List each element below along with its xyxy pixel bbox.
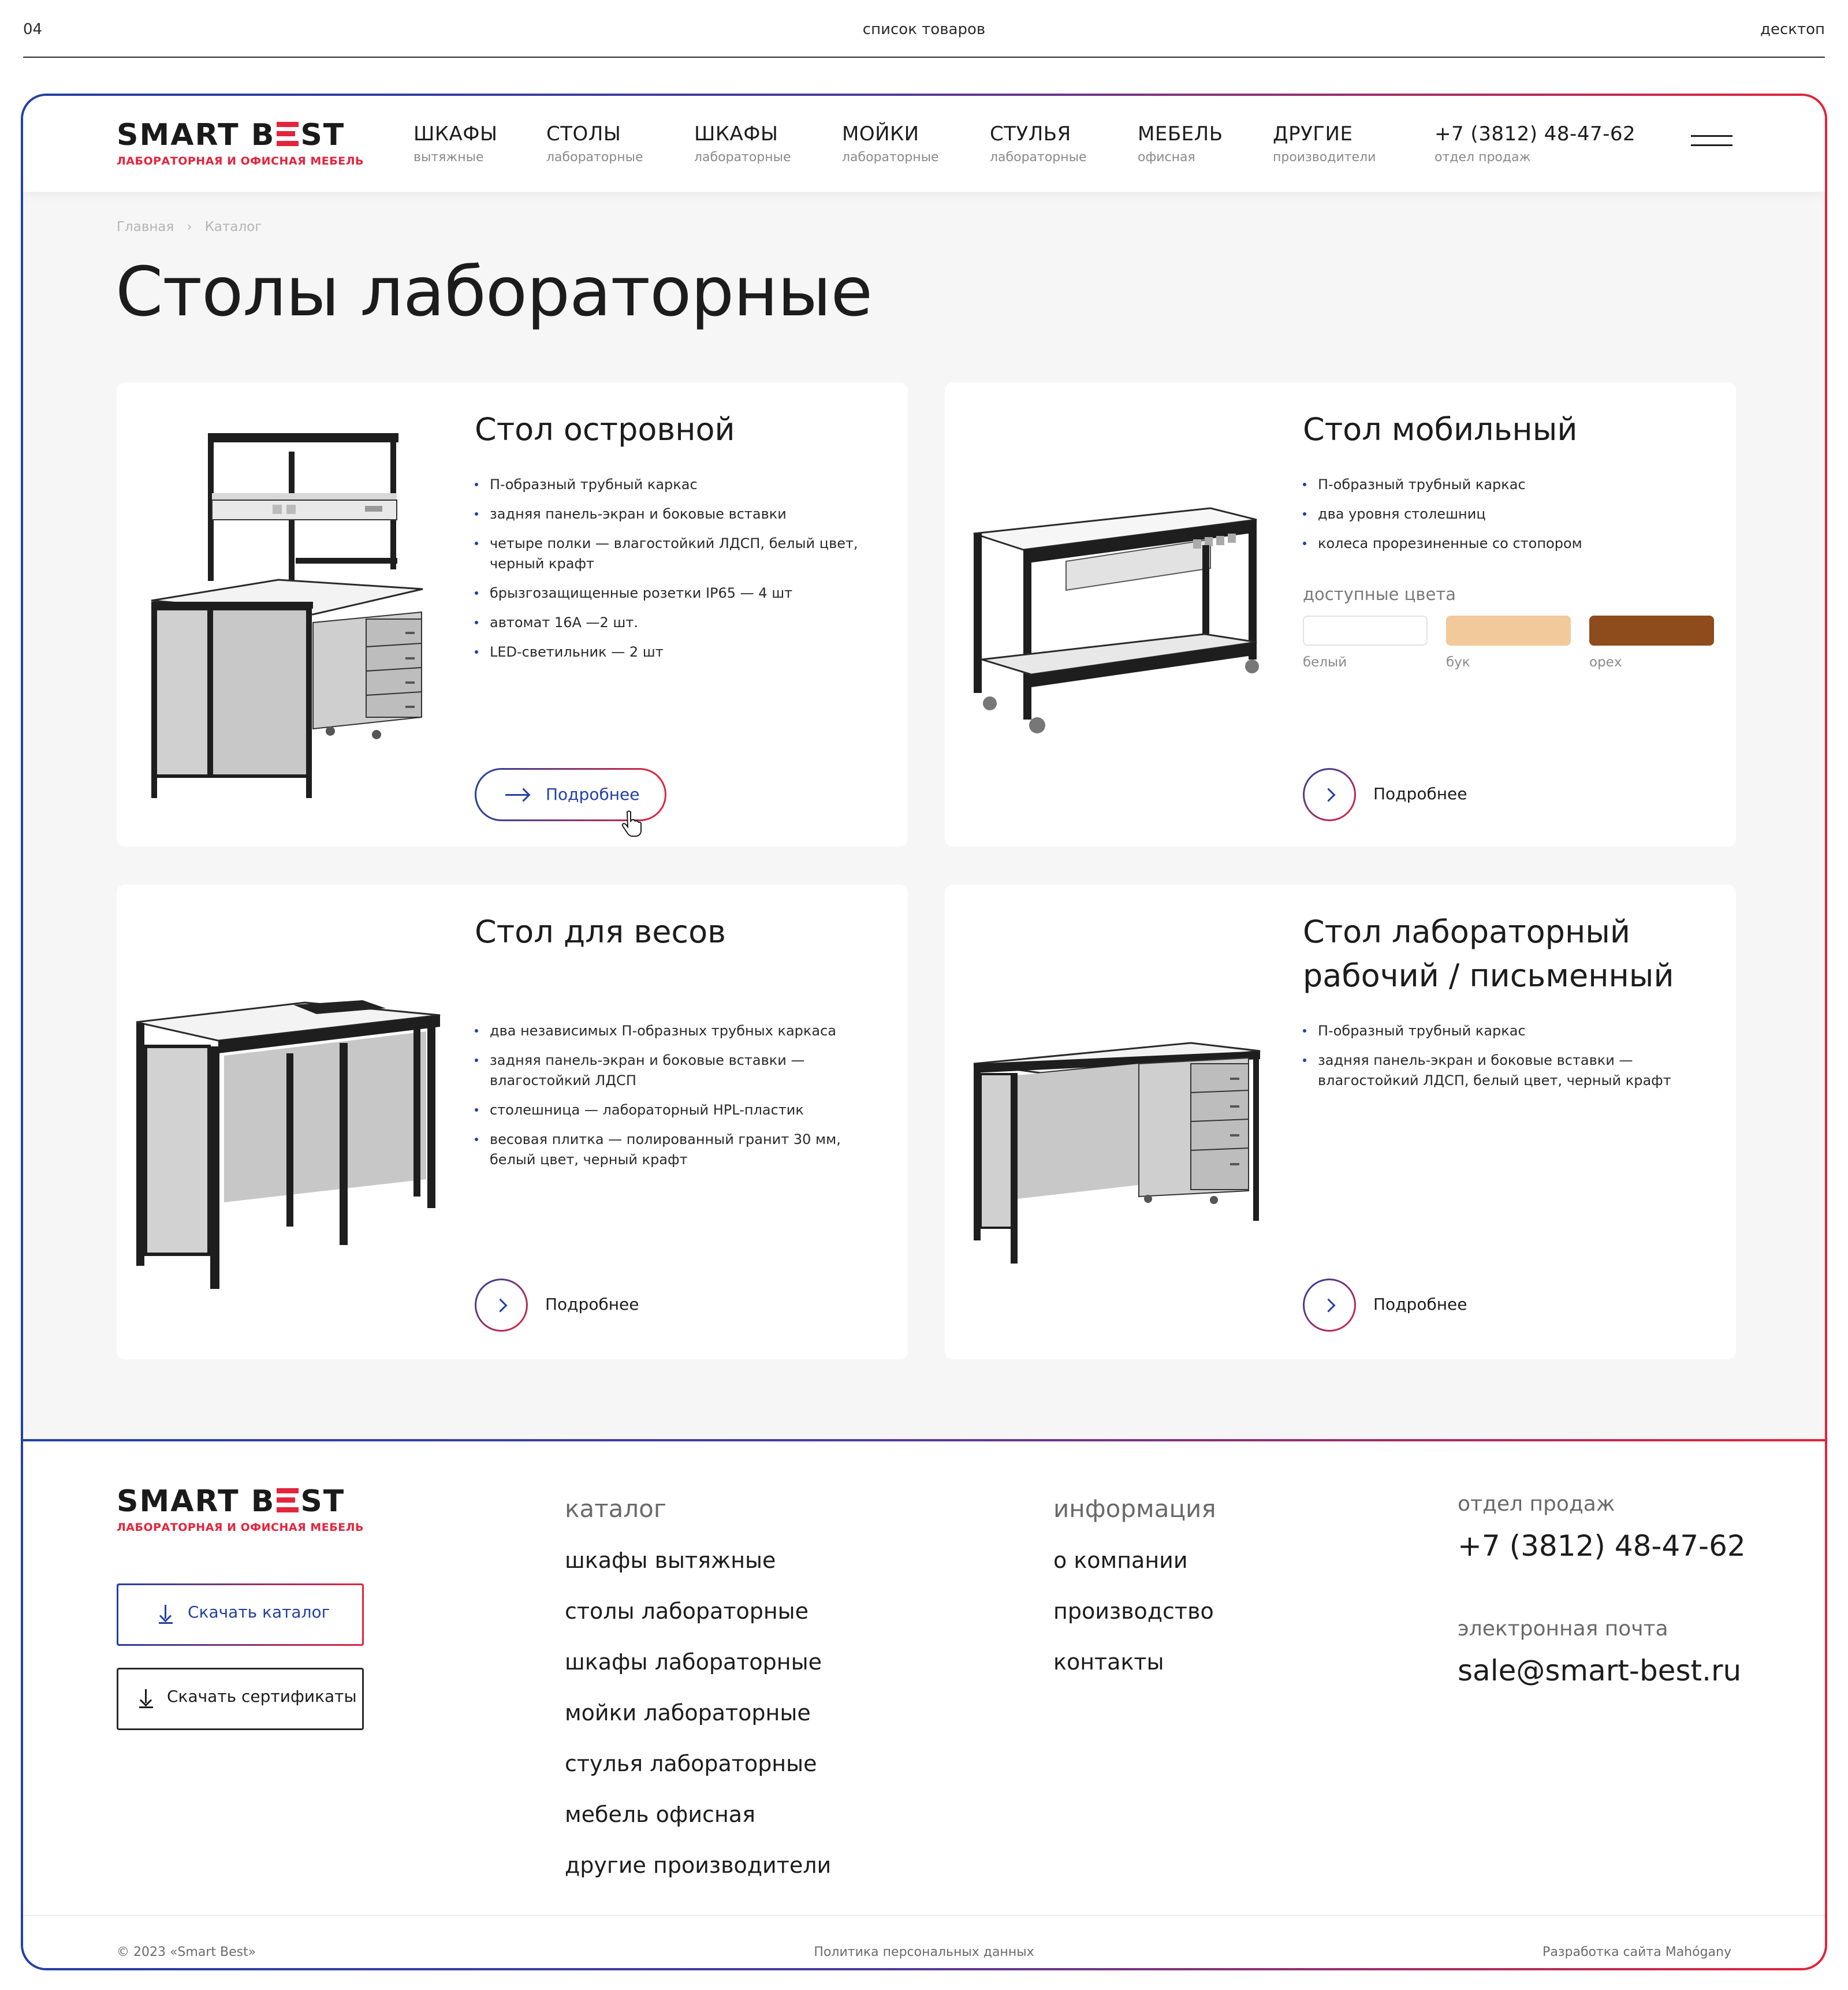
hand-cursor-icon — [620, 810, 643, 837]
header-phone-label: отдел продаж — [1435, 150, 1531, 165]
nav-sub: лабораторные — [990, 150, 1087, 165]
mobile-table-image — [968, 504, 1268, 735]
more-link[interactable] — [1303, 1279, 1511, 1332]
footer-catalog-title: каталог — [565, 1495, 666, 1523]
more-link-label: Подробнее — [1373, 784, 1467, 803]
feature-item: задняя панель-экран и боковые вставки — влагостойкий ЛДСП, белый цвет, черный крафт — [1303, 1050, 1701, 1091]
caption-title: список товаров — [862, 21, 986, 38]
footer-sales-phone[interactable]: +7 (3812) 48-47-62 — [1458, 1529, 1746, 1563]
footer-link-office-furniture[interactable]: мебель офисная — [565, 1802, 755, 1827]
footer-sales-label: отдел продаж — [1458, 1492, 1615, 1516]
nav-title: ДРУГИЕ — [1273, 122, 1353, 146]
nav-title: СТУЛЬЯ — [990, 122, 1071, 146]
feature-item: весовая плитка — полированный гранит 30 мм, белый цвет, черный крафт — [475, 1130, 873, 1170]
nav-sub: лабораторные — [546, 150, 643, 165]
footer-link-lab-sinks[interactable]: мойки лабораторные — [565, 1700, 811, 1726]
logo-e-icon — [277, 122, 299, 146]
more-link-label: Подробнее — [1373, 1295, 1467, 1314]
island-table-image — [140, 428, 440, 798]
nav-item-office-furniture[interactable] — [1138, 122, 1223, 165]
nav-title: СТОЛЫ — [546, 122, 621, 146]
footer-link-lab-tables[interactable]: столы лабораторные — [565, 1598, 809, 1624]
feature-item: П-образный трубный каркас — [475, 475, 873, 495]
product-title — [1303, 910, 1674, 997]
site-header — [23, 96, 1825, 192]
download-icon — [139, 1689, 153, 1709]
footer-link-about[interactable]: о компании — [1053, 1548, 1188, 1573]
download-catalog-button[interactable] — [117, 1583, 364, 1646]
color-name: белый — [1303, 655, 1347, 670]
footer-link-lab-cabinets[interactable]: шкафы лабораторные — [565, 1649, 822, 1675]
chevron-right-icon: › — [187, 219, 192, 234]
color-swatch-white[interactable] — [1303, 616, 1428, 646]
header-phone[interactable] — [1435, 122, 1635, 165]
nav-item-lab-sinks[interactable] — [842, 122, 939, 165]
feature-item: два уровня столешниц — [1303, 504, 1701, 524]
copyright: © 2023 «Smart Best» — [117, 1945, 256, 1959]
footer-link-fume-cabinets[interactable]: шкафы вытяжные — [565, 1548, 776, 1573]
footer-bottom-divider — [23, 1915, 1825, 1916]
scales-table-image — [132, 1000, 444, 1289]
color-swatch-walnut[interactable] — [1589, 616, 1714, 646]
privacy-policy-link[interactable]: Политика персональных данных — [814, 1945, 1034, 1959]
logo-e-icon — [277, 1488, 299, 1512]
product-title-line: рабочий / письменный — [1303, 957, 1674, 994]
burger-menu-icon[interactable] — [1691, 131, 1732, 148]
feature-item: столешница — лабораторный HPL-пластик — [475, 1100, 873, 1120]
feature-list — [475, 475, 873, 672]
breadcrumb-current[interactable]: Каталог — [204, 219, 262, 234]
caption-strip — [23, 0, 1825, 58]
logo-wordmark — [117, 1484, 348, 1519]
breadcrumb-home[interactable]: Главная — [117, 219, 174, 234]
nav-title: МЕБЕЛЬ — [1138, 122, 1223, 146]
product-title-line: Стол лабораторный — [1303, 914, 1630, 950]
feature-list — [1303, 475, 1701, 563]
chevron-right-icon — [476, 1280, 526, 1330]
logo-tagline: ЛАБОРАТОРНАЯ И ОФИСНАЯ МЕБЕЛЬ — [117, 1521, 364, 1534]
nav-sub: офисная — [1138, 150, 1195, 165]
nav-item-lab-cabinets[interactable] — [694, 122, 791, 165]
nav-title: МОЙКИ — [842, 122, 919, 146]
logo-text-left: SMART B — [117, 118, 275, 152]
product-title: Стол для весов — [475, 914, 726, 950]
footer-link-lab-chairs[interactable]: стулья лабораторные — [565, 1751, 817, 1776]
nav-item-fume-cabinets[interactable] — [413, 122, 498, 165]
chevron-right-icon — [1305, 1280, 1354, 1330]
footer-email-label: электронная почта — [1458, 1617, 1668, 1641]
footer-logo[interactable] — [117, 1484, 364, 1534]
site-footer — [23, 1441, 1825, 1968]
footer-link-production[interactable]: производство — [1053, 1598, 1214, 1624]
feature-item: два независимых П-образных трубных каркаса — [475, 1021, 873, 1041]
more-link[interactable] — [1303, 768, 1511, 821]
color-name: бук — [1446, 655, 1470, 670]
product-title: Стол мобильный — [1303, 411, 1578, 448]
footer-link-contacts[interactable]: контакты — [1053, 1649, 1164, 1675]
feature-list — [475, 1021, 873, 1179]
nav-item-lab-tables[interactable] — [546, 122, 643, 165]
logo-text-right: ST — [300, 118, 345, 152]
product-card-desk — [945, 885, 1736, 1359]
product-title: Стол островной — [475, 411, 735, 448]
logo-text-right: ST — [300, 1484, 345, 1519]
logo-text-left: SMART B — [117, 1484, 275, 1519]
logo[interactable] — [117, 118, 364, 167]
nav-item-other-brands[interactable] — [1273, 122, 1376, 165]
download-catalog-label: Скачать каталог — [188, 1603, 330, 1622]
nav-sub: лабораторные — [694, 150, 791, 165]
feature-item: П-образный трубный каркас — [1303, 1021, 1701, 1041]
feature-item: четыре полки — влагостойкий ЛДСП, белый цвет, черный крафт — [475, 534, 873, 574]
nav-item-lab-chairs[interactable] — [990, 122, 1087, 165]
nav-title: ШКАФЫ — [694, 122, 778, 146]
caption-number: 04 — [23, 21, 43, 38]
product-card-mobile — [945, 382, 1736, 847]
chevron-right-icon — [1305, 770, 1354, 819]
feature-item: брызгозащищенные розетки IP65 — 4 шт — [475, 583, 873, 603]
feature-item: автомат 16А —2 шт. — [475, 613, 873, 633]
developer-credit[interactable]: Разработка сайта Mahógany — [1543, 1945, 1731, 1959]
color-swatch-beech[interactable] — [1446, 616, 1571, 646]
download-certificates-button[interactable] — [117, 1668, 364, 1730]
desk-image — [971, 1041, 1266, 1272]
product-card-island — [117, 382, 908, 847]
feature-list — [1303, 1021, 1701, 1100]
breadcrumb — [117, 219, 262, 234]
nav-sub: лабораторные — [842, 150, 939, 165]
more-link[interactable] — [475, 1279, 683, 1332]
caption-device: десктоп — [1760, 21, 1825, 38]
more-button-label: Подробнее — [546, 785, 640, 804]
color-name: орех — [1589, 655, 1622, 670]
footer-link-other-brands[interactable]: другие производители — [565, 1853, 832, 1878]
footer-email[interactable]: sale@smart-best.ru — [1458, 1654, 1742, 1687]
page-board — [23, 96, 1825, 1968]
page-frame — [21, 94, 1827, 1970]
colors-label: доступные цвета — [1303, 584, 1456, 604]
more-link-label: Подробнее — [545, 1295, 639, 1314]
nav-sub: вытяжные — [413, 150, 484, 165]
feature-item: задняя панель-экран и боковые вставки — влагостойкий ЛДСП — [475, 1050, 873, 1091]
footer-info-title: информация — [1053, 1495, 1216, 1523]
page-title: Столы лабораторные — [116, 252, 873, 331]
download-certificates-label: Скачать сертификаты — [167, 1687, 357, 1706]
arrow-right-icon — [505, 794, 528, 796]
feature-item: LED-светильник — 2 шт — [475, 642, 873, 662]
logo-wordmark — [117, 120, 348, 150]
nav-title: ШКАФЫ — [413, 122, 498, 146]
feature-item: П-образный трубный каркас — [1303, 475, 1701, 495]
feature-item: задняя панель-экран и боковые вставки — [475, 504, 873, 524]
download-icon — [159, 1605, 173, 1624]
feature-item: колеса прорезиненные со стопором — [1303, 534, 1701, 554]
product-card-scales — [117, 885, 908, 1359]
nav-sub: производители — [1273, 150, 1376, 165]
header-phone-number: +7 (3812) 48-47-62 — [1435, 122, 1636, 146]
logo-tagline: ЛАБОРАТОРНАЯ И ОФИСНАЯ МЕБЕЛЬ — [117, 155, 364, 167]
